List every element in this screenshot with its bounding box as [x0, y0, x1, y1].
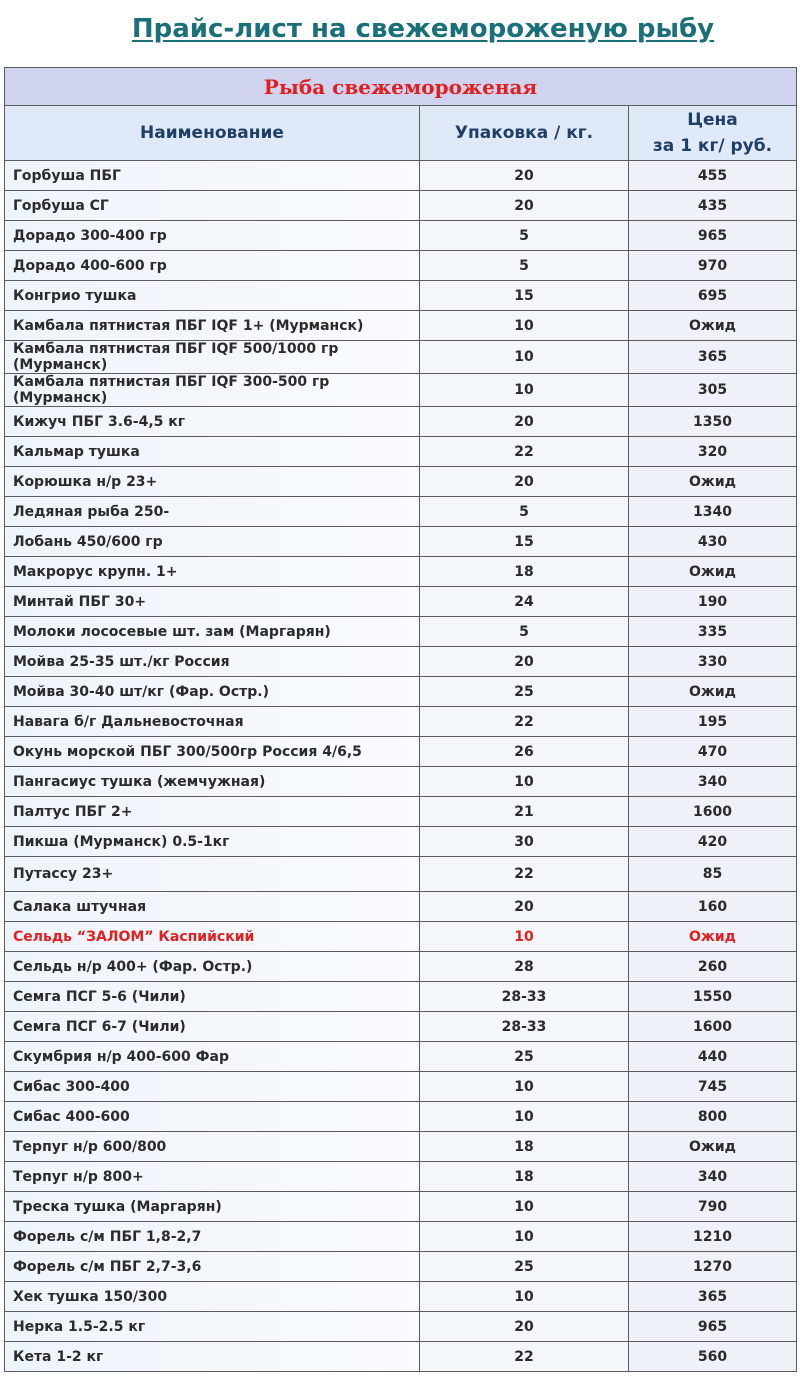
product-name-cell: Треска тушка (Маргарян) — [5, 1192, 420, 1222]
price-value-cell: 1600 — [629, 1012, 797, 1042]
package-cell: 18 — [420, 557, 629, 587]
price-value-cell: 340 — [629, 1162, 797, 1192]
package-cell: 22 — [420, 437, 629, 467]
product-name-cell: Терпуг н/р 800+ — [5, 1162, 420, 1192]
price-value-cell: 320 — [629, 437, 797, 467]
price-value-cell: 85 — [629, 857, 797, 892]
package-cell: 28 — [420, 952, 629, 982]
product-name-cell: Мойва 25-35 шт./кг Россия — [5, 647, 420, 677]
price-value-cell: Ожид — [629, 557, 797, 587]
table-row — [5, 1342, 797, 1372]
product-name-cell: Кижуч ПБГ 3.6-4,5 кг — [5, 407, 420, 437]
price-value-cell: 435 — [629, 191, 797, 221]
package-cell: 30 — [420, 827, 629, 857]
product-name-cell: Макрорус крупн. 1+ — [5, 557, 420, 587]
table-row — [5, 1312, 797, 1342]
package-cell: 10 — [420, 1192, 629, 1222]
table-row — [5, 221, 797, 251]
price-value-cell: 745 — [629, 1072, 797, 1102]
price-table — [4, 67, 797, 1372]
table-row — [5, 1282, 797, 1312]
package-cell: 15 — [420, 527, 629, 557]
product-name-cell: Дорадо 400-600 гр — [5, 251, 420, 281]
package-cell: 5 — [420, 617, 629, 647]
package-cell: 5 — [420, 497, 629, 527]
price-value-cell: 1210 — [629, 1222, 797, 1252]
table-row — [5, 1102, 797, 1132]
product-name-cell: Молоки лососевые шт. зам (Маргарян) — [5, 617, 420, 647]
package-cell: 24 — [420, 587, 629, 617]
package-cell: 26 — [420, 737, 629, 767]
product-name-cell: Хек тушка 150/300 — [5, 1282, 420, 1312]
price-value-cell: 430 — [629, 527, 797, 557]
product-name-cell: Палтус ПБГ 2+ — [5, 797, 420, 827]
table-row — [5, 1252, 797, 1282]
package-cell: 22 — [420, 857, 629, 892]
section-header-row — [5, 68, 797, 106]
table-row — [5, 374, 797, 407]
product-name-cell: Форель с/м ПБГ 1,8-2,7 — [5, 1222, 420, 1252]
product-name-cell: Минтай ПБГ 30+ — [5, 587, 420, 617]
table-row — [5, 407, 797, 437]
column-header-price-line1: Цена — [687, 110, 738, 130]
product-name-cell: Мойва 30-40 шт/кг (Фар. Остр.) — [5, 677, 420, 707]
product-name-cell: Сельдь “ЗАЛОМ” Каспийский — [5, 922, 420, 952]
product-name-cell: Конгрио тушка — [5, 281, 420, 311]
package-cell: 20 — [420, 191, 629, 221]
price-value-cell: 190 — [629, 587, 797, 617]
table-row — [5, 467, 797, 497]
price-value-cell: Ожид — [629, 677, 797, 707]
price-value-cell: 1270 — [629, 1252, 797, 1282]
table-row — [5, 1072, 797, 1102]
package-cell: 22 — [420, 1342, 629, 1372]
section-title: Рыба свежемороженая — [5, 68, 797, 106]
price-value-cell: 1340 — [629, 497, 797, 527]
price-value-cell: Ожид — [629, 922, 797, 952]
price-value-cell: 695 — [629, 281, 797, 311]
table-row — [5, 1012, 797, 1042]
price-value-cell: 470 — [629, 737, 797, 767]
product-name-cell: Сибас 400-600 — [5, 1102, 420, 1132]
table-row — [5, 497, 797, 527]
product-name-cell: Горбуша СГ — [5, 191, 420, 221]
table-row — [5, 1222, 797, 1252]
package-cell: 20 — [420, 892, 629, 922]
package-cell: 10 — [420, 374, 629, 407]
column-header-row — [5, 106, 797, 161]
product-name-cell: Сибас 300-400 — [5, 1072, 420, 1102]
product-name-cell: Горбуша ПБГ — [5, 161, 420, 191]
table-row — [5, 617, 797, 647]
package-cell: 10 — [420, 311, 629, 341]
package-cell: 20 — [420, 161, 629, 191]
table-row — [5, 952, 797, 982]
product-name-cell: Кальмар тушка — [5, 437, 420, 467]
price-value-cell: 160 — [629, 892, 797, 922]
package-cell: 28-33 — [420, 982, 629, 1012]
package-cell: 10 — [420, 767, 629, 797]
product-name-cell: Дорадо 300-400 гр — [5, 221, 420, 251]
product-name-cell: Скумбрия н/р 400-600 Фар — [5, 1042, 420, 1072]
product-name-cell: Корюшка н/р 23+ — [5, 467, 420, 497]
table-row — [5, 982, 797, 1012]
price-table-body — [5, 161, 797, 1372]
table-row — [5, 1042, 797, 1072]
table-row — [5, 1162, 797, 1192]
table-row — [5, 191, 797, 221]
package-cell: 22 — [420, 707, 629, 737]
page-title: Прайс-лист на свежемороженую рыбу — [131, 14, 715, 44]
package-cell: 25 — [420, 1252, 629, 1282]
package-cell: 21 — [420, 797, 629, 827]
package-cell: 10 — [420, 1282, 629, 1312]
package-cell: 10 — [420, 1102, 629, 1132]
product-name-cell: Терпуг н/р 600/800 — [5, 1132, 420, 1162]
table-row — [5, 797, 797, 827]
product-name-cell: Форель с/м ПБГ 2,7-3,6 — [5, 1252, 420, 1282]
product-name-cell: Окунь морской ПБГ 300/500гр Россия 4/6,5 — [5, 737, 420, 767]
product-name-cell: Ледяная рыба 250- — [5, 497, 420, 527]
product-name-cell: Сельдь н/р 400+ (Фар. Остр.) — [5, 952, 420, 982]
product-name-cell: Камбала пятнистая ПБГ IQF 300-500 гр (Мурманск) — [5, 374, 420, 407]
price-value-cell: 560 — [629, 1342, 797, 1372]
price-value-cell: 365 — [629, 1282, 797, 1312]
table-row — [5, 892, 797, 922]
price-value-cell: 420 — [629, 827, 797, 857]
package-cell: 18 — [420, 1132, 629, 1162]
table-row — [5, 437, 797, 467]
table-row — [5, 341, 797, 374]
price-value-cell: 1600 — [629, 797, 797, 827]
price-value-cell: Ожид — [629, 311, 797, 341]
package-cell: 25 — [420, 1042, 629, 1072]
table-row — [5, 767, 797, 797]
price-value-cell: 340 — [629, 767, 797, 797]
product-name-cell: Кета 1-2 кг — [5, 1342, 420, 1372]
table-row — [5, 677, 797, 707]
table-row — [5, 707, 797, 737]
package-cell: 20 — [420, 467, 629, 497]
column-header-price — [629, 106, 797, 161]
package-cell: 25 — [420, 677, 629, 707]
price-value-cell: 970 — [629, 251, 797, 281]
price-value-cell: Ожид — [629, 467, 797, 497]
column-header-price-line2: за 1 кг/ руб. — [652, 136, 773, 156]
product-name-cell: Семга ПСГ 5-6 (Чили) — [5, 982, 420, 1012]
price-value-cell: 440 — [629, 1042, 797, 1072]
product-name-cell: Пикша (Мурманск) 0.5-1кг — [5, 827, 420, 857]
package-cell: 20 — [420, 407, 629, 437]
price-value-cell: 335 — [629, 617, 797, 647]
product-name-cell: Камбала пятнистая ПБГ IQF 1+ (Мурманск) — [5, 311, 420, 341]
price-value-cell: Ожид — [629, 1132, 797, 1162]
product-name-cell: Камбала пятнистая ПБГ IQF 500/1000 гр (Мурманск) — [5, 341, 420, 374]
table-row — [5, 557, 797, 587]
table-row — [5, 1132, 797, 1162]
price-value-cell: 455 — [629, 161, 797, 191]
column-header-name: Наименование — [5, 106, 420, 161]
price-value-cell: 195 — [629, 707, 797, 737]
package-cell: 10 — [420, 922, 629, 952]
package-cell: 20 — [420, 1312, 629, 1342]
product-name-cell: Навага б/г Дальневосточная — [5, 707, 420, 737]
product-name-cell: Нерка 1.5-2.5 кг — [5, 1312, 420, 1342]
table-row — [5, 161, 797, 191]
package-cell: 28-33 — [420, 1012, 629, 1042]
table-row — [5, 857, 797, 892]
product-name-cell: Путассу 23+ — [5, 857, 420, 892]
price-value-cell: 1350 — [629, 407, 797, 437]
price-value-cell: 790 — [629, 1192, 797, 1222]
table-row — [5, 737, 797, 767]
product-name-cell: Лобань 450/600 гр — [5, 527, 420, 557]
table-row — [5, 527, 797, 557]
product-name-cell: Салака штучная — [5, 892, 420, 922]
product-name-cell: Пангасиус тушка (жемчужная) — [5, 767, 420, 797]
column-header-pack: Упаковка / кг. — [420, 106, 629, 161]
package-cell: 10 — [420, 341, 629, 374]
table-row — [5, 1192, 797, 1222]
price-value-cell: 800 — [629, 1102, 797, 1132]
price-value-cell: 965 — [629, 221, 797, 251]
table-row — [5, 281, 797, 311]
package-cell: 18 — [420, 1162, 629, 1192]
table-row — [5, 251, 797, 281]
product-name-cell: Семга ПСГ 6-7 (Чили) — [5, 1012, 420, 1042]
package-cell: 5 — [420, 221, 629, 251]
price-value-cell: 330 — [629, 647, 797, 677]
package-cell: 20 — [420, 647, 629, 677]
package-cell: 10 — [420, 1072, 629, 1102]
price-value-cell: 965 — [629, 1312, 797, 1342]
price-value-cell: 1550 — [629, 982, 797, 1012]
table-row — [5, 922, 797, 952]
package-cell: 10 — [420, 1222, 629, 1252]
table-row — [5, 827, 797, 857]
table-row — [5, 647, 797, 677]
package-cell: 5 — [420, 251, 629, 281]
package-cell: 15 — [420, 281, 629, 311]
price-value-cell: 365 — [629, 341, 797, 374]
table-row — [5, 311, 797, 341]
price-value-cell: 260 — [629, 952, 797, 982]
table-row — [5, 587, 797, 617]
price-value-cell: 305 — [629, 374, 797, 407]
